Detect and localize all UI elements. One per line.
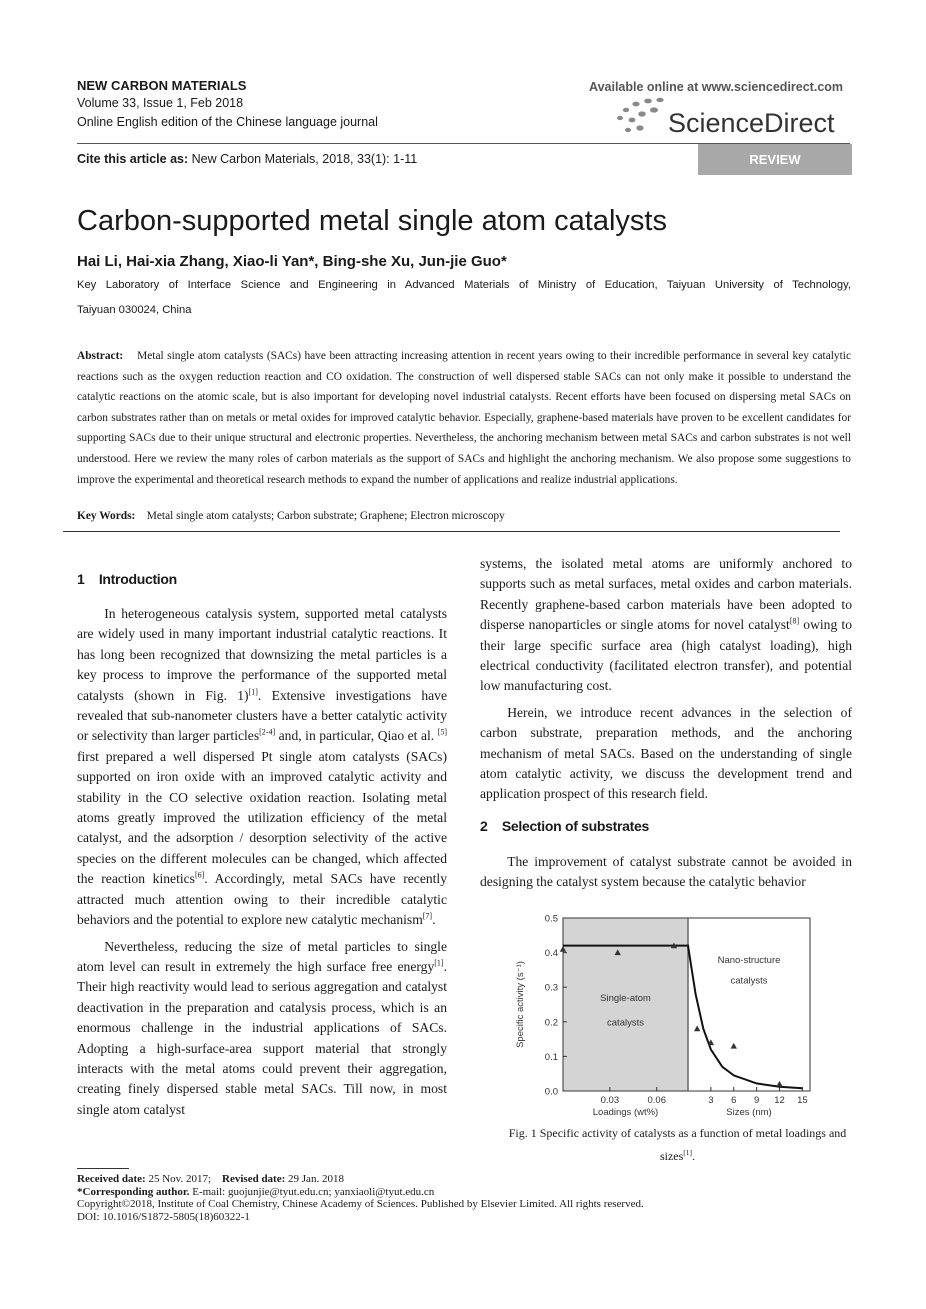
doi: DOI: 10.1016/S1872-5805(18)60322-1 — [77, 1210, 250, 1223]
paragraph-intro-4: Herein, we introduce recent advances in the selection of carbon substrate, preparation methods, and the anchoring mechanism of metal SACs. Based on the understanding of single atom catalytic activity, we discuss the development trend and application prospect of this research field. — [480, 704, 852, 802]
section-heading-introduction: 1 Introduction — [77, 571, 177, 587]
x-tick-label: 9 — [753, 1095, 760, 1106]
citation-ref: [6] — [194, 870, 205, 880]
y-tick-label: 0.4 — [544, 948, 558, 960]
x-tick-label: 12 — [774, 1095, 785, 1106]
x-tick-label: 15 — [797, 1095, 808, 1106]
body-column-right-top — [480, 554, 852, 805]
journal-edition: Online English edition of the Chinese language journal — [77, 115, 378, 129]
abstract-text: Metal single atom catalysts (SACs) have been attracting increasing attention in recent years owing to their incredible performance in several key catalytic reactions such as the oxygen reduction reaction and CO oxidation. The construction of well dispersed stable SACs can not only make it possible to understand the catalytic reactions on the atomic scale, but is also important for developing novel industrial catalysts. Recent efforts have been focused on dispersing metal SACs on carbon substrates rather than on metals or metal oxides for improved catalytic behavior. Especially, graphene-based materials have proven to be excellent candidates for supporting SACs due to their unique structural and electronic properties. Nevertheless, the anchoring mechanism between metal SACs and carbon substrates is not well understood. Here we review the many roles of carbon materials as the support of SACs and highlight the anchoring mechanism. We also propose some suggestions to improve the experimental and theoretical research methods to expand the number of applications and realize industrial applications. — [77, 350, 852, 486]
y-axis-label: Specific activity (s⁻¹) — [515, 961, 526, 1048]
received-dates: Received date: 25 Nov. 2017; Revised date: 29 Jan. 2018 — [77, 1173, 344, 1185]
abstract-label: Abstract: — [77, 350, 124, 362]
single-atom-region — [563, 918, 688, 1091]
x-tick-label: 6 — [731, 1095, 737, 1106]
journal-name: NEW CARBON MATERIALS — [77, 78, 247, 93]
copyright: Copyright©2018, Institute of Coal Chemistry, Chinese Academy of Sciences. Published by Elsevier Limited. All rights reserved. — [77, 1198, 644, 1210]
y-tick-label: 0.1 — [544, 1051, 558, 1063]
citation-ref: [8] — [789, 616, 800, 626]
corresponding-author: *Corresponding author. E-mail: guojunjie@tyut.edu.cn; yanxiaoli@tyut.edu.cn — [77, 1185, 435, 1198]
y-tick-label: 0.0 — [544, 1086, 558, 1098]
logo-dots-icon — [617, 98, 664, 132]
journal-volume: Volume 33, Issue 1, Feb 2018 — [77, 96, 244, 110]
abstract — [77, 346, 851, 490]
x-tick-label: 3 — [708, 1095, 714, 1106]
citation-ref: [1] — [434, 958, 444, 968]
citation-ref: [1] — [248, 687, 258, 697]
logo-text: ScienceDirect — [668, 108, 835, 138]
section-heading-substrates: 2 Selection of substrates — [480, 818, 649, 834]
body-column-left — [77, 604, 447, 1120]
footnote-divider — [77, 1168, 129, 1169]
keywords-text: Metal single atom catalysts; Carbon substrate; Graphene; Electron microscopy — [146, 510, 505, 522]
cite-label: Cite this article as: — [77, 152, 189, 166]
paper-authors: Hai Li, Hai-xia Zhang, Xiao-li Yan*, Bing-she Xu, Jun-jie Guo* — [77, 253, 507, 270]
footnotes — [77, 1173, 644, 1223]
region-label: Single-atom — [600, 993, 651, 1005]
x-tick-label: 0.06 — [647, 1095, 666, 1106]
body-column-right-bottom — [480, 852, 852, 893]
nano-structure-region — [688, 918, 810, 1091]
keywords-label: Key Words: — [77, 510, 136, 522]
y-tick-label: 0.5 — [544, 913, 558, 925]
x-axis-label-sizes: Sizes (nm) — [726, 1107, 772, 1118]
citation-ref: [2-4] — [259, 727, 276, 737]
sciencedirect-logo — [610, 96, 850, 140]
affiliation-line-2: Taiyuan 030024, China — [77, 304, 192, 316]
x-axis-label-loadings: Loadings (wt%) — [592, 1107, 659, 1118]
y-tick-label: 0.2 — [544, 1017, 558, 1029]
abstract-divider — [63, 531, 840, 532]
cite-text: New Carbon Materials, 2018, 33(1): 1-11 — [191, 152, 418, 166]
region-label: catalysts — [730, 975, 768, 987]
region-label: Nano-structure — [717, 954, 781, 966]
citation-ref: [5] — [437, 727, 447, 737]
available-online-notice: Available online at www.sciencedirect.com — [589, 80, 844, 94]
figure-1-chart — [505, 908, 825, 1123]
paragraph-intro-2: Nevertheless, reducing the size of metal particles to single atom level can result in extremely the high surface free energy[1]. Their high reactivity would lead to serious aggregation and catalyst deactivation in the preparation and catalysis process, which is an enormous challenge in the industrial applications of SACs. Adopting a high-surface-area support material that strongly interacts with the metal atoms could prevent their aggregation, creating finely dispersed stable metal SACs. Till now, in most single atom catalyst — [77, 938, 447, 1117]
keywords — [77, 510, 505, 522]
citation-ref: [7] — [422, 911, 433, 921]
figure-1-caption: Fig. 1 Specific activity of catalysts as a function of metal loadings and sizes[1]. — [508, 1126, 847, 1163]
affiliation-line-1: Key Laboratory of Interface Science and Engineering in Advanced Materials of Ministry of Education, Taiyuan University of Technology, — [77, 279, 851, 291]
x-tick-label: 0.03 — [600, 1095, 620, 1106]
paragraph-substrates-1: The improvement of catalyst substrate cannot be avoided in designing the catalyst system because the catalytic behavior — [480, 854, 852, 890]
cite-line — [77, 152, 417, 166]
paper-title: Carbon-supported metal single atom catalysts — [77, 205, 667, 237]
paragraph-intro-3: systems, the isolated metal atoms are uniformly anchored to supports such as metal surfaces, metal oxides and carbon materials. Recently graphene-based carbon materials have been adopted to disperse nanoparticles or single atoms for novel catalyst[8] owing to their large specific surface area (high catalyst loading), high electrical conductivity (facilitated electron transfer), and potential low manufacturing cost. — [480, 556, 852, 694]
paragraph-intro-1: In heterogeneous catalysis system, supported metal catalysts are widely used in many important industrial catalytic reactions. It has long been recognized that downsizing the metal particles is a key process to improve the performance of the supported metal catalysts (shown in Fig. 1)[1]. Extensive investigations have revealed that sub-nanometer clusters have a better catalytic activity or selectivity than larger particles[2-4] and, in particular, Qiao et al. [5] first prepared a well dispersed Pt single atom catalysts (SACs) supported on iron oxide with an improved catalytic activity and stability in the CO selective oxidation reaction. Isolating metal atoms greatly improved the utilization efficiency of the metal catalyst, and the adsorption / desorption selectivity of the active species on the different molecules can be changed, which affected the reaction kinetics[6]. Accordingly, metal SACs have recently attracted much attention owing to their incredible catalytic behaviors and the potential to explore new catalytic mechanism[7]. — [77, 606, 448, 928]
citation-ref: [1] — [683, 1148, 693, 1157]
article-type-badge: REVIEW — [698, 144, 852, 175]
region-label: catalysts — [607, 1017, 644, 1029]
y-tick-label: 0.3 — [544, 982, 558, 994]
